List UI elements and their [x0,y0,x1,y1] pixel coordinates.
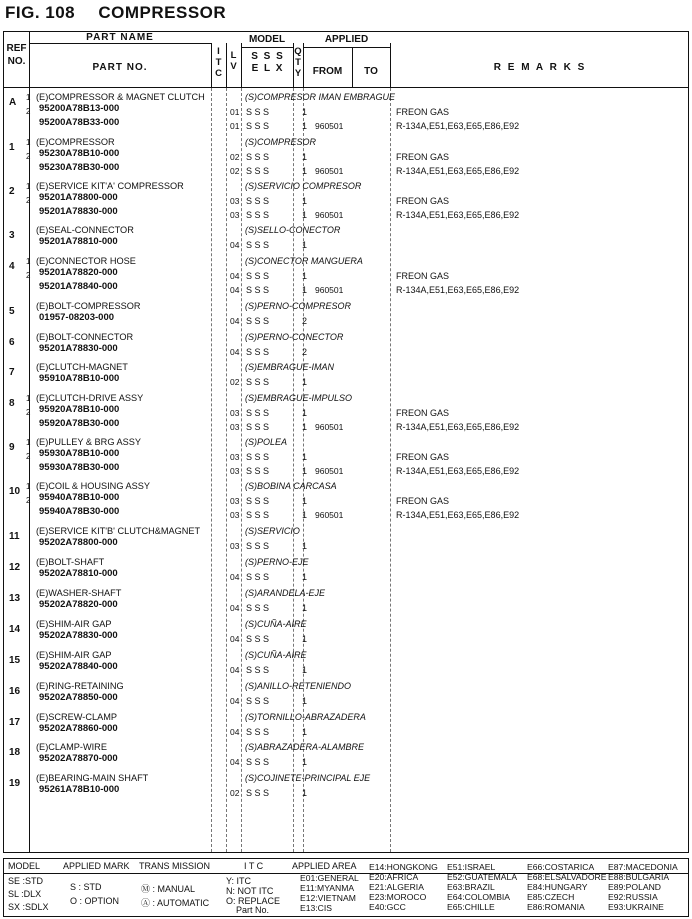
row-part-number: 95202A78800-000 [39,537,118,548]
row-sub-number: 1 [26,182,31,191]
row-sub-number: 2 [26,408,31,417]
row-remarks: R-134A,E51,E63,E65,E86,E92 [396,285,520,295]
row-quantity: 1 [302,727,308,737]
row-part-number: 95201A78820-000 [39,267,118,278]
row-quantity: 1 [302,152,308,162]
row-quantity: 1 [302,240,308,250]
row-spanish-name: (S)EMBRAGUE-IMAN [245,362,335,372]
row-sub-number: 2 [26,271,31,280]
row-itc-code: 04 [230,572,240,582]
row-sub-number: 2 [26,107,31,116]
row-ref-number: 2 [9,186,15,197]
legend-area-item: E12:VIETNAM [300,893,356,903]
row-model-marks: S S S [246,121,270,131]
row-model-marks: S S S [246,603,270,613]
row-sub-number: 2 [26,496,31,505]
row-model-marks: S S S [246,347,270,357]
row-ref-number: 1 [9,142,15,153]
row-remarks: R-134A,E51,E63,E65,E86,E92 [396,510,520,520]
row-ref-number: 12 [9,562,21,573]
row-itc-code: 02 [230,152,240,162]
row-itc-code: 02 [230,166,240,176]
row-description: (E)PULLEY & BRG ASSY [36,437,142,447]
row-model-marks: S S S [246,316,270,326]
row-spanish-name: (S)ARANDELA-EJE [245,588,326,598]
row-itc-code: 02 [230,788,240,798]
row-description: (E)BOLT-SHAFT [36,557,105,567]
row-remarks: FREON GAS [396,107,450,117]
row-quantity: 1 [302,510,308,520]
figure-number: FIG. 108 [5,3,76,22]
row-part-number: 95930A78B10-000 [39,448,120,459]
legend-area-item: E68:ELSALVADORE [527,872,607,882]
legend-area-item: E84:HUNGARY [527,882,588,892]
row-model-marks: S S S [246,496,270,506]
legend-area-item: E64:COLOMBIA [447,892,511,902]
legend-area-item: E86:ROMANIA [527,902,585,912]
legend-area-item: E65:CHILLE [447,902,495,912]
row-applied-from: 960501 [315,210,344,220]
row-itc-code: 04 [230,696,240,706]
row-applied-from: 960501 [315,166,344,176]
row-part-number: 95202A78830-000 [39,630,118,641]
row-part-number: 95920A78B30-000 [39,418,120,429]
row-remarks: FREON GAS [396,271,450,281]
row-part-number: 95920A78B10-000 [39,404,120,415]
row-quantity: 2 [302,316,308,326]
row-description: (E)SERVICE KIT'B' CLUTCH&MAGNET [36,526,201,536]
dash-lv [226,88,227,852]
legend-model-sl: SL :DLX [8,889,42,899]
row-quantity: 1 [302,452,308,462]
header-line-applied [303,47,390,48]
legend-area-item: E14:HONGKONG [369,862,438,872]
legend-mark-std: S : STD [70,882,102,892]
row-sub-number: 2 [26,452,31,461]
row-model-marks: S S S [246,377,270,387]
row-part-number: 95201A78830-000 [39,343,118,354]
row-part-number: 95930A78B30-000 [39,462,120,473]
row-part-number: 95202A78840-000 [39,661,118,672]
row-part-number: 95201A78800-000 [39,192,118,203]
row-itc-code: 04 [230,271,240,281]
legend-mark-option: O : OPTION [70,896,120,906]
legend-area-item: E13:CIS [300,903,333,913]
legend-area-item: E11:MYANMA [300,883,355,893]
row-ref-number: 10 [9,486,21,497]
header-itc: I T C [215,46,222,79]
row-part-number: 95201A78830-000 [39,206,118,217]
legend-trans-manual: Ⓜ : MANUAL [141,884,196,894]
row-model-marks: S S S [246,510,270,520]
header-from: FROM [312,66,343,77]
row-part-number: 95940A78B10-000 [39,492,120,503]
row-remarks: R-134A,E51,E63,E65,E86,E92 [396,166,520,176]
dash-qty [293,88,294,852]
row-ref-number: 13 [9,593,21,604]
row-description: (E)SHIM-AIR GAP [36,619,112,629]
row-part-number: 95940A78B30-000 [39,506,120,517]
header-to: TO [364,66,378,77]
dash-model [241,88,242,852]
row-remarks: R-134A,E51,E63,E65,E86,E92 [396,121,520,131]
row-description: (E)CLUTCH-MAGNET [36,362,128,372]
row-part-number: 95910A78B10-000 [39,373,120,384]
header-model-sub: E L X [251,63,283,74]
row-part-number: 95201A78840-000 [39,281,118,292]
row-ref-number: 16 [9,686,21,697]
row-itc-code: 03 [230,510,240,520]
row-spanish-name: (S)CUÑA-AIRE [245,650,307,660]
row-itc-code: 04 [230,285,240,295]
header-line-partname [29,43,211,44]
row-part-number: 95202A78870-000 [39,753,118,764]
row-quantity: 1 [302,107,308,117]
row-part-number: 95230A78B30-000 [39,162,120,173]
row-ref-number: 3 [9,230,15,241]
row-remarks: FREON GAS [396,196,450,206]
row-itc-code: 03 [230,452,240,462]
header-line-model [241,47,293,48]
row-model-marks: S S S [246,634,270,644]
row-model-marks: S S S [246,757,270,767]
row-part-number: 95202A78850-000 [39,692,118,703]
row-ref-number: 8 [9,398,15,409]
row-itc-code: 04 [230,727,240,737]
row-quantity: 2 [302,347,308,357]
parts-table [3,31,689,853]
row-description: (E)BOLT-COMPRESSOR [36,301,141,311]
row-quantity: 1 [302,166,308,176]
row-description: (E)RING-RETAINING [36,681,124,691]
legend-model-sx: SX :SDLX [8,902,49,912]
row-quantity: 1 [302,541,308,551]
row-model-marks: S S S [246,271,270,281]
row-ref-number: 15 [9,655,21,666]
row-spanish-name: (S)ABRAZADERA-ALAMBRE [245,742,365,752]
row-applied-from: 960501 [315,422,344,432]
row-itc-code: 03 [230,496,240,506]
row-spanish-name: (S)COMPRESOR IMAN EMBRAGUE [245,92,396,102]
row-itc-code: 04 [230,316,240,326]
header-model-cols: S S S [251,51,283,62]
row-sub-number: 1 [26,93,31,102]
row-description: (E)COMPRESSOR & MAGNET CLUTCH [36,92,205,102]
row-model-marks: S S S [246,788,270,798]
legend-area-item: E40:GCC [369,902,406,912]
header-bottom-line [4,87,688,88]
legend-itc-n: N: NOT ITC [226,886,274,896]
legend-area-item: E63:BRAZIL [447,882,495,892]
row-ref-number: 4 [9,261,15,272]
row-itc-code: 03 [230,210,240,220]
row-description: (E)COMPRESSOR [36,137,115,147]
row-description: (E)CLAMP-WIRE [36,742,107,752]
row-spanish-name: (S)PERNO-CONECTOR [245,332,344,342]
legend-trans-automatic: Ⓐ : AUTOMATIC [141,898,210,908]
header-ref-no: REF NO. [6,43,27,67]
row-quantity: 1 [302,634,308,644]
row-itc-code: 04 [230,634,240,644]
row-model-marks: S S S [246,422,270,432]
row-ref-number: 7 [9,367,15,378]
row-sub-number: 2 [26,196,31,205]
row-remarks: FREON GAS [396,496,450,506]
row-description: (E)WASHER-SHAFT [36,588,122,598]
row-sub-number: 1 [26,482,31,491]
row-spanish-name: (S)CUÑA-AIRE [245,619,307,629]
legend-itc-header: I T C [244,861,264,871]
row-model-marks: S S S [246,166,270,176]
row-quantity: 1 [302,196,308,206]
row-model-marks: S S S [246,665,270,675]
header-part-name: PART NAME [86,32,154,43]
legend-model-header: MODEL [8,861,41,871]
header-remarks: R E M A R K S [493,62,587,73]
legend-model-se: SE :STD [8,876,44,886]
header-part-no: PART NO. [92,62,148,73]
row-model-marks: S S S [246,696,270,706]
row-model-marks: S S S [246,285,270,295]
row-itc-code: 02 [230,377,240,387]
row-spanish-name: (S)COJINETE-PRINCIPAL EJE [245,773,371,783]
row-part-number: 01957-08203-000 [39,312,115,323]
row-description: (E)BEARING-MAIN SHAFT [36,773,149,783]
legend-area-item: E21:ALGERIA [369,882,424,892]
row-itc-code: 03 [230,466,240,476]
row-description: (E)SHIM-AIR GAP [36,650,112,660]
row-remarks: FREON GAS [396,452,450,462]
row-remarks: R-134A,E51,E63,E65,E86,E92 [396,422,520,432]
figure-title [5,3,226,23]
row-model-marks: S S S [246,196,270,206]
row-quantity: 1 [302,788,308,798]
row-model-marks: S S S [246,452,270,462]
row-itc-code: 04 [230,347,240,357]
row-spanish-name: (S)COMPRESOR [245,137,317,147]
row-description: (E)SCREW-CLAMP [36,712,117,722]
row-ref-number: 6 [9,337,15,348]
row-part-number: 95202A78860-000 [39,723,118,734]
row-part-number: 95261A78B10-000 [39,784,120,795]
row-spanish-name: (S)EMBRAGUE-IMPULSO [245,393,353,403]
row-itc-code: 04 [230,665,240,675]
row-part-number: 95230A78B10-000 [39,148,120,159]
row-model-marks: S S S [246,572,270,582]
row-applied-from: 960501 [315,285,344,295]
header-applied: APPLIED [324,34,369,45]
figure-name: COMPRESSOR [98,3,227,22]
row-applied-from: 960501 [315,510,344,520]
row-itc-code: 04 [230,603,240,613]
legend-itc-y: Y: ITC [226,876,252,886]
legend-itc-o: O: REPLACE [226,896,281,906]
legend-area-item: E51:ISRAEL [447,862,496,872]
row-spanish-name: (S)CONECTOR MANGUERA [245,256,363,266]
row-spanish-name: (S)PERNO-COMPRESOR [245,301,352,311]
row-description: (E)CONNECTOR HOSE [36,256,136,266]
row-itc-code: 04 [230,757,240,767]
row-quantity: 1 [302,408,308,418]
legend-applied-mark-header: APPLIED MARK [63,861,130,871]
row-spanish-name: (S)ANILLO-RETENIENDO [245,681,352,691]
row-spanish-name: (S)SELLO-CONECTOR [245,225,341,235]
row-remarks: R-134A,E51,E63,E65,E86,E92 [396,466,520,476]
row-ref-number: 14 [9,624,21,635]
row-remarks: R-134A,E51,E63,E65,E86,E92 [396,210,520,220]
row-ref-number: 19 [9,778,21,789]
row-quantity: 1 [302,496,308,506]
row-itc-code: 04 [230,240,240,250]
header-model: MODEL [248,34,286,45]
row-model-marks: S S S [246,210,270,220]
legend-area-item: E23:MOROCO [369,892,427,902]
row-quantity: 1 [302,696,308,706]
row-model-marks: S S S [246,727,270,737]
row-model-marks: S S S [246,107,270,117]
row-part-number: 95200A78B33-000 [39,117,120,128]
legend-area-item: E89:POLAND [608,882,662,892]
row-model-marks: S S S [246,541,270,551]
row-ref-number: 9 [9,442,15,453]
row-ref-number: 18 [9,747,21,758]
row-itc-code: 03 [230,408,240,418]
legend-area-item: E01:GENERAL [300,873,359,883]
row-spanish-name: (S)SERVICIO COMPRESOR [245,181,362,191]
row-itc-code: 01 [230,107,240,117]
row-model-marks: S S S [246,240,270,250]
row-description: (E)BOLT-CONNECTOR [36,332,134,342]
row-description: (E)COIL & HOUSING ASSY [36,481,151,491]
legend-area-item: E93:UKRAINE [608,902,664,912]
header-qty: Q T Y [294,46,302,79]
legend-area-item: E52:GUATEMALA [447,872,518,882]
row-spanish-name: (S)TORNILLO-ABRAZADERA [245,712,366,722]
row-ref-number: A [9,97,17,108]
row-model-marks: S S S [246,152,270,162]
row-quantity: 1 [302,466,308,476]
row-model-marks: S S S [246,408,270,418]
legend-itc-partno: Part No. [236,905,270,915]
row-ref-number: 5 [9,306,15,317]
row-sub-number: 1 [26,257,31,266]
row-part-number: 95201A78810-000 [39,236,118,247]
row-part-number: 95202A78810-000 [39,568,118,579]
row-part-number: 95202A78820-000 [39,599,118,610]
row-ref-number: 17 [9,717,21,728]
row-sub-number: 1 [26,394,31,403]
row-spanish-name: (S)PERNO-EJE [245,557,309,567]
row-sub-number: 2 [26,152,31,161]
dash-remarks [390,88,391,852]
row-spanish-name: (S)POLEA [245,437,288,447]
legend-area-item: E66:COSTARICA [527,862,595,872]
legend [3,858,689,917]
row-remarks: FREON GAS [396,408,450,418]
legend-area-item: E85:CZECH [527,892,575,902]
legend-area-header: APPLIED AREA [292,861,357,871]
row-model-marks: S S S [246,466,270,476]
row-sub-number: 1 [26,138,31,147]
row-description: (E)CLUTCH-DRIVE ASSY [36,393,144,403]
row-quantity: 1 [302,422,308,432]
row-quantity: 1 [302,665,308,675]
row-quantity: 1 [302,121,308,131]
row-spanish-name: (S)BOBINA CARCASA [245,481,337,491]
row-itc-code: 03 [230,541,240,551]
dash-itc [211,88,212,852]
row-quantity: 1 [302,757,308,767]
legend-area-item: E20:AFRICA [369,872,419,882]
row-sub-number: 1 [26,438,31,447]
row-description: (E)SERVICE KIT'A' COMPRESSOR [36,181,184,191]
row-ref-number: 11 [9,531,20,542]
row-itc-code: 01 [230,121,240,131]
row-remarks: FREON GAS [396,152,450,162]
row-itc-code: 03 [230,196,240,206]
row-part-number: 95200A78B13-000 [39,103,120,114]
row-applied-from: 960501 [315,466,344,476]
row-quantity: 1 [302,377,308,387]
legend-area-item: E88:BULGARIA [608,872,670,882]
row-description: (E)SEAL-CONNECTOR [36,225,134,235]
row-quantity: 1 [302,285,308,295]
row-spanish-name: (S)SERVICIO [245,526,300,536]
legend-trans-header: TRANS MISSION [139,861,211,871]
row-quantity: 1 [302,210,308,220]
row-quantity: 1 [302,572,308,582]
row-itc-code: 03 [230,422,240,432]
row-applied-from: 960501 [315,121,344,131]
row-quantity: 1 [302,271,308,281]
row-quantity: 1 [302,603,308,613]
header-lv: L V [230,50,237,72]
legend-area-item: E92:RUSSIA [608,892,658,902]
legend-area-item: E87:MACEDONIA [608,862,678,872]
